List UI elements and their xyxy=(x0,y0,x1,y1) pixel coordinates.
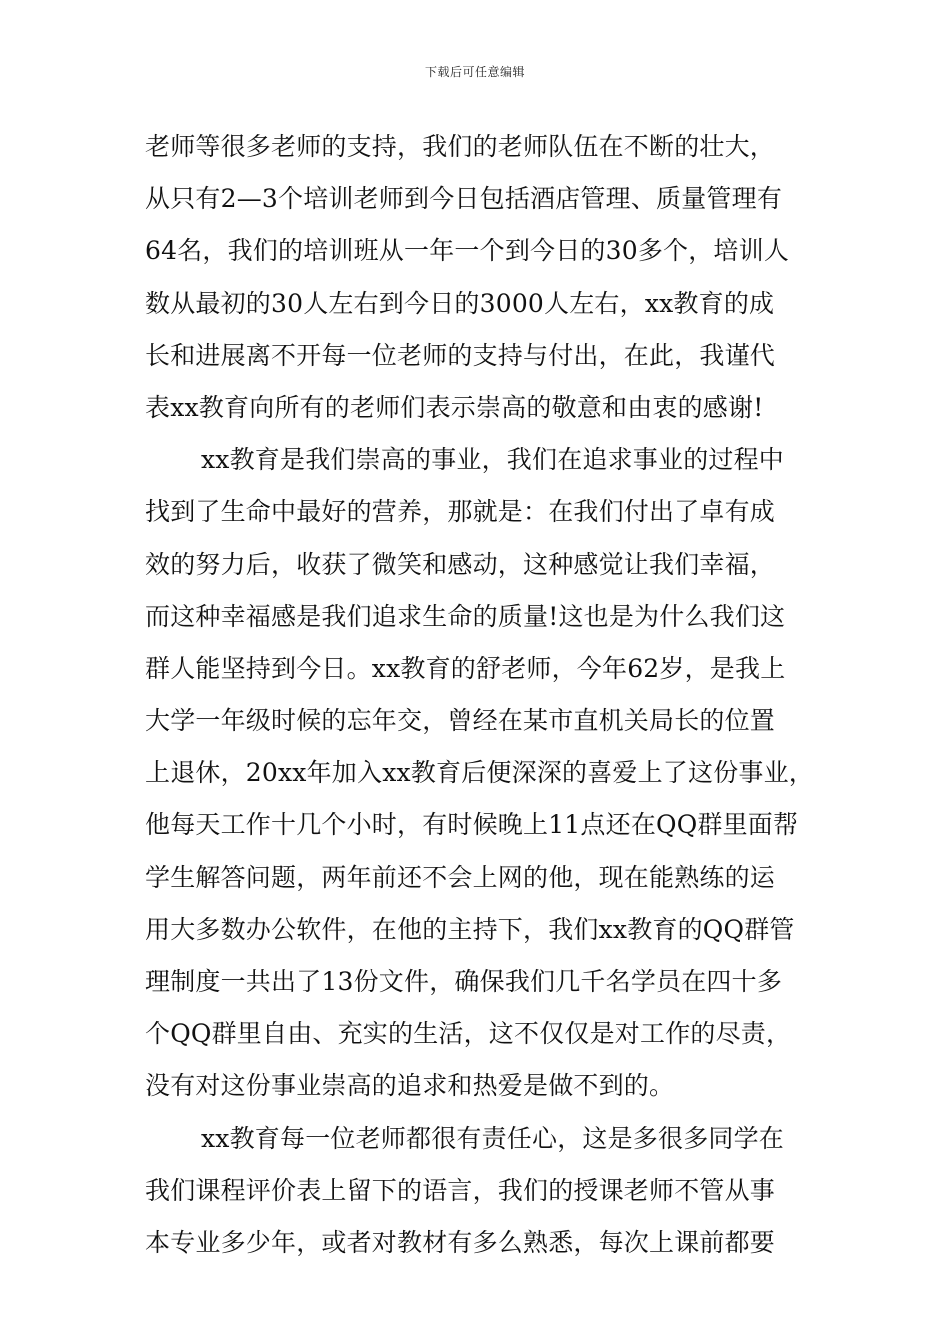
text-line: 他每天工作十几个小时，有时候晚上11点还在QQ群里面帮 xyxy=(145,810,799,840)
text-line: 老师等很多老师的支持，我们的老师队伍在不断的壮大， xyxy=(145,132,776,161)
text-line: 效的努力后，收获了微笑和感动，这种感觉让我们幸福， xyxy=(145,549,776,579)
text-line: 我们课程评价表上留下的语言，我们的授课老师不管从事 xyxy=(145,1175,776,1205)
text-line: 而这种幸福感是我们追求生命的质量!这也是为什么我们这 xyxy=(145,601,786,631)
text-line: 本专业多少年，或者对教材有多么熟悉，每次上课前都要 xyxy=(145,1227,776,1257)
text-line: 学生解答问题，两年前还不会上网的他，现在能熟练的运 xyxy=(145,862,776,892)
paragraph-first-line: xx教育是我们崇高的事业，我们在追求事业的过程中 xyxy=(201,445,785,475)
page-header: 下载后可任意编辑 xyxy=(424,65,525,79)
text-line: 个QQ群里自由、充实的生活，这不仅仅是对工作的尽责， xyxy=(145,1019,792,1049)
text-line: 群人能坚持到今日。xx教育的舒老师，今年62岁，是我上 xyxy=(145,653,786,683)
text-line: 上退休，20xx年加入xx教育后便深深的喜爱上了这份事业， xyxy=(145,758,815,788)
text-line: 表xx教育向所有的老师们表示崇高的敬意和由衷的感谢! xyxy=(145,392,764,422)
text-line: 长和进展离不开每一位老师的支持与付出，在此，我谨代 xyxy=(145,340,776,370)
text-line: 用大多数办公软件，在他的主持下，我们xx教育的QQ群管 xyxy=(145,914,795,944)
text-line: 大学一年级时候的忘年交，曾经在某市直机关局长的位置 xyxy=(145,706,776,736)
text-line: 从只有2—3个培训老师到今日包括酒店管理、质量管理有 xyxy=(145,184,783,214)
text-line: 没有对这份事业崇高的追求和热爱是做不到的。 xyxy=(145,1071,675,1101)
text-line: 找到了生命中最好的营养，那就是：在我们付出了卓有成 xyxy=(145,497,776,527)
text-line: 64名，我们的培训班从一年一个到今日的30多个，培训人 xyxy=(145,236,790,266)
text-line: 理制度一共出了13份文件，确保我们几千名学员在四十多 xyxy=(145,967,783,996)
text-line: 数从最初的30人左右到今日的3000人左右，xx教育的成 xyxy=(145,288,775,318)
paragraph-first-line: xx教育每一位老师都很有责任心，这是多很多同学在 xyxy=(201,1123,785,1153)
document-body xyxy=(145,127,825,1275)
